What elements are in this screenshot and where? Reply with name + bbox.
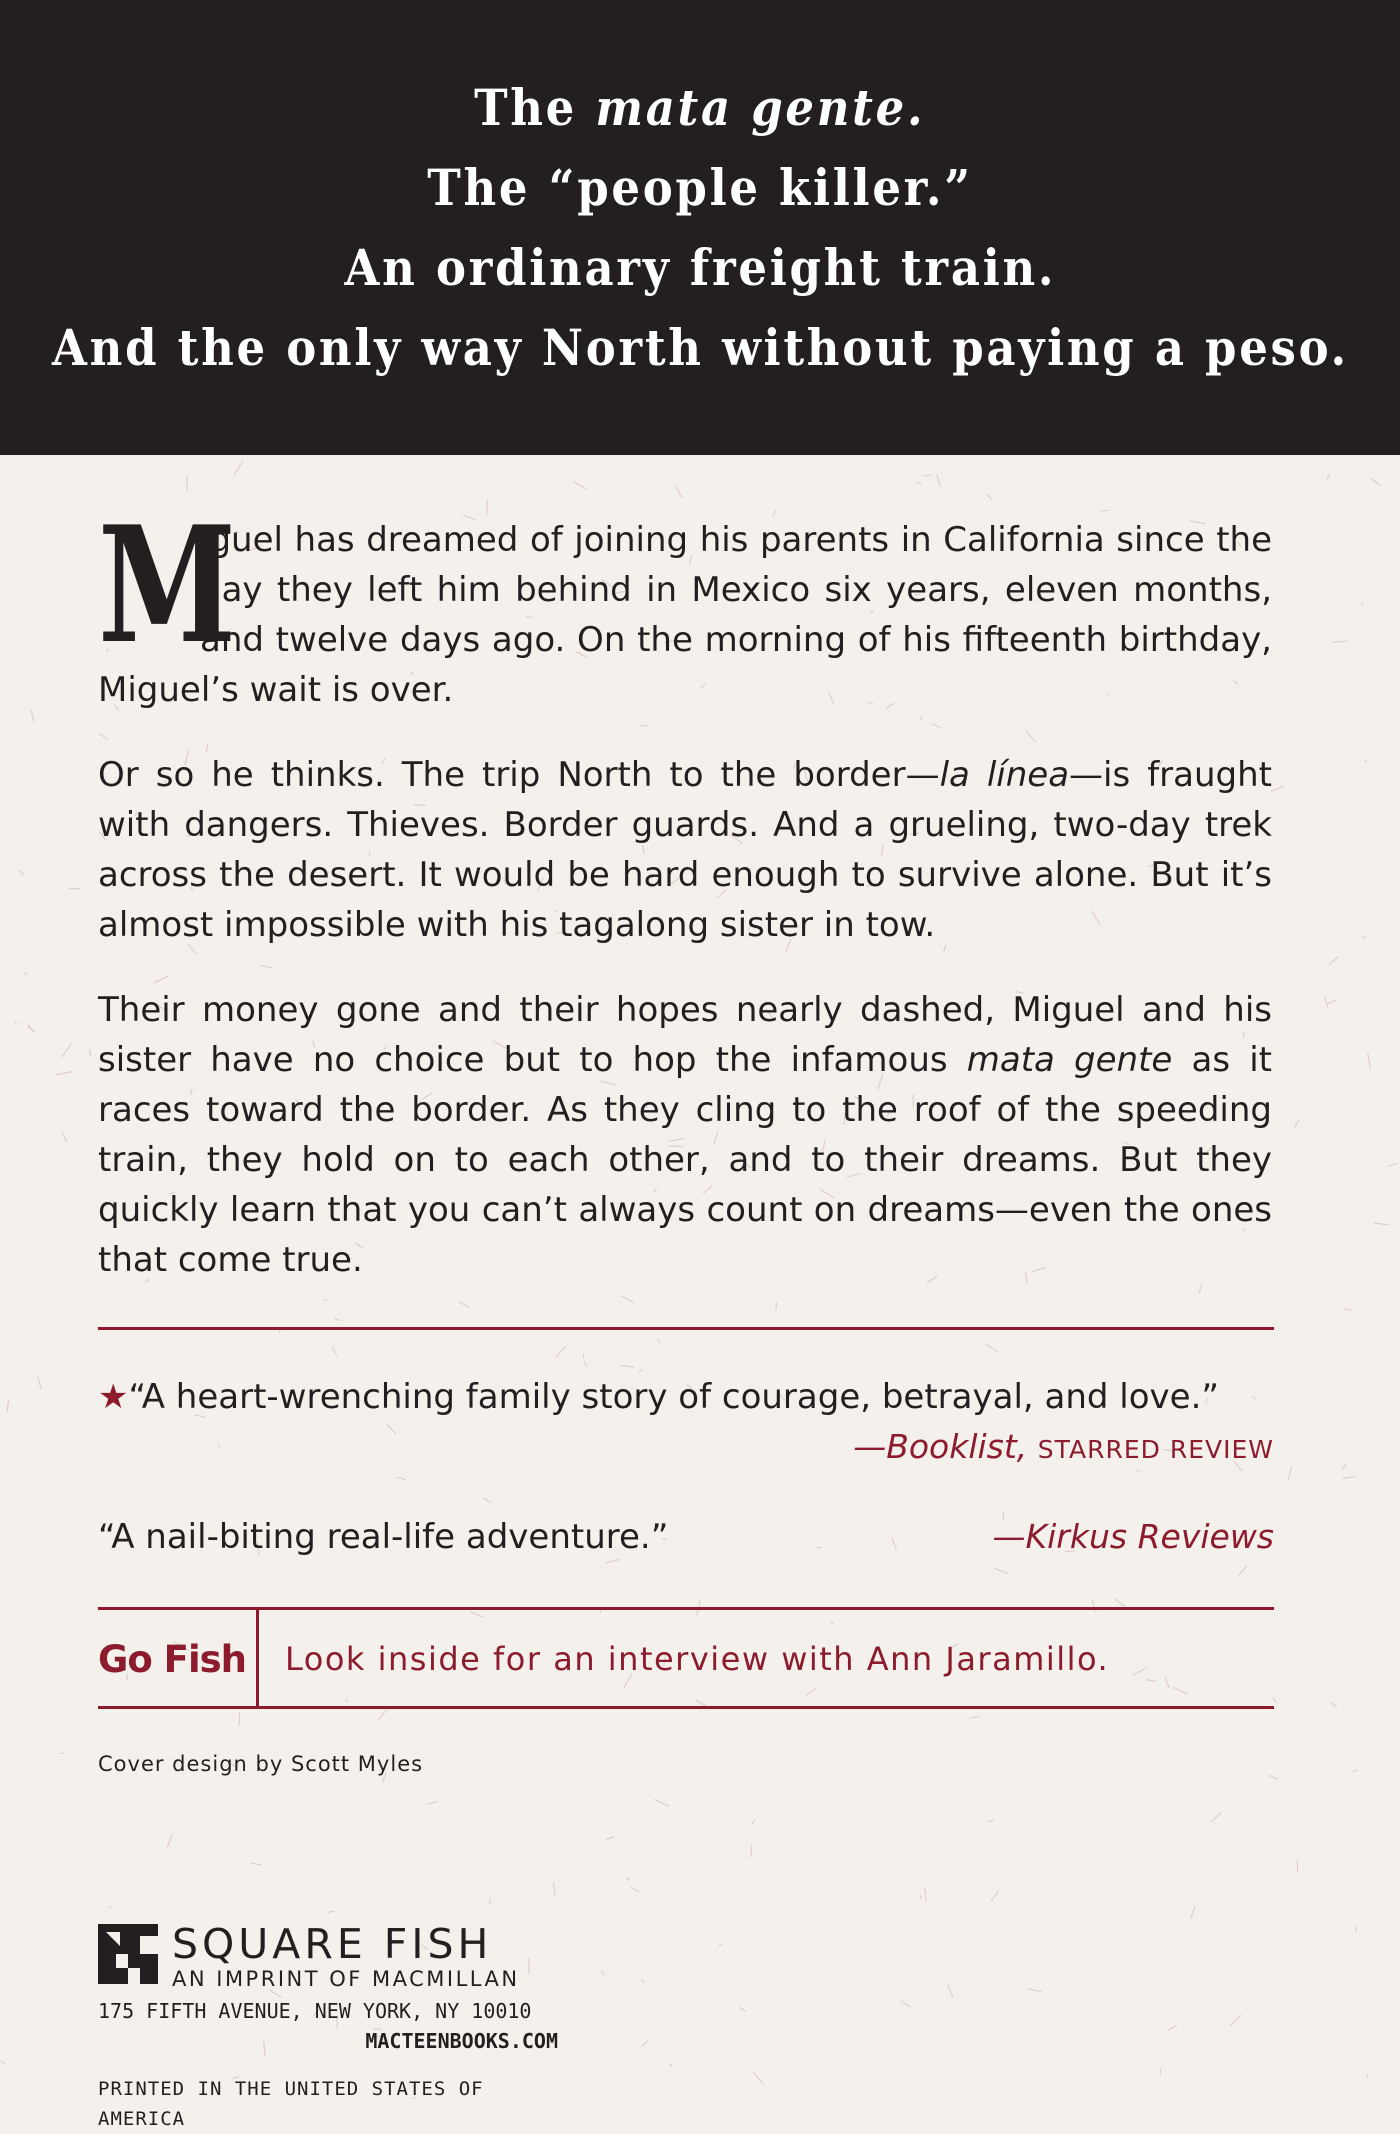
synopsis-paragraph-2: Or so he thinks. The trip North to the border—la línea—is fraught with dangers. Thieves. Border guards. And a grueling, two-day trek across the desert. It would be hard enough to survive alone. But it’s almost impossible with his tagalong sister in tow. xyxy=(98,750,1272,950)
printed-in-notice: PRINTED IN THE UNITED STATES OF AMERICA xyxy=(98,2074,558,2134)
divider-gofish-bottom xyxy=(98,1706,1274,1709)
synopsis-paragraph-3: Their money gone and their hopes nearly dashed, Miguel and his sister have no choice but to hop the infamous mata gente as it races toward the border. As they cling to the roof of the speeding train, they hold on to each other, and to their dreams. But they quickly learn that you can’t always count on dreams—even the ones that come true. xyxy=(98,985,1272,1285)
tagline-line-1: The mata gente. xyxy=(474,68,925,148)
synopsis-paragraph-1 xyxy=(98,515,1272,715)
cover-design-credit: Cover design by Scott Myles xyxy=(98,1752,423,1776)
publisher-block xyxy=(98,1922,558,2134)
divider-top xyxy=(98,1327,1274,1330)
publisher-address: 175 FIFTH AVENUE, NEW YORK, NY 10010 xyxy=(98,1996,558,2026)
star-icon: ★ xyxy=(98,1377,128,1417)
tagline-banner xyxy=(0,0,1400,455)
tagline-line-3: An ordinary freight train. xyxy=(344,228,1056,308)
tagline-line-2: The “people killer.” xyxy=(427,148,973,228)
publisher-website: MACTEENBOOKS.COM xyxy=(98,2026,558,2056)
go-fish-banner xyxy=(98,1610,1274,1708)
paragraph-1-text: iguel has dreamed of joining his parents in California since the day they left him behind in Mexico six years, eleven months, and twelve days ago. On the morning of his fifteenth birthday, Miguel’s wait is over. xyxy=(98,520,1272,710)
review-quote-booklist: ★“A heart-wrenching family story of courage, betrayal, and love.” xyxy=(98,1375,1219,1419)
publisher-imprint: AN IMPRINT OF MACMILLAN xyxy=(172,1966,520,1992)
publisher-name: SQUARE FISH xyxy=(172,1922,520,1966)
square-fish-logo-icon xyxy=(98,1924,158,1984)
tagline-line-4: And the only way North without paying a peso. xyxy=(52,308,1349,388)
review-quote-kirkus: “A nail-biting real-life adventure.” xyxy=(98,1515,668,1559)
review-attribution-booklist: —Booklist, STARRED REVIEW xyxy=(853,1425,1274,1472)
go-fish-text: Look inside for an interview with Ann Jaramillo. xyxy=(259,1640,1109,1678)
drop-cap: M xyxy=(98,521,168,649)
go-fish-logo: Go Fish xyxy=(98,1638,256,1681)
review-attribution-kirkus: —Kirkus Reviews xyxy=(993,1515,1275,1559)
